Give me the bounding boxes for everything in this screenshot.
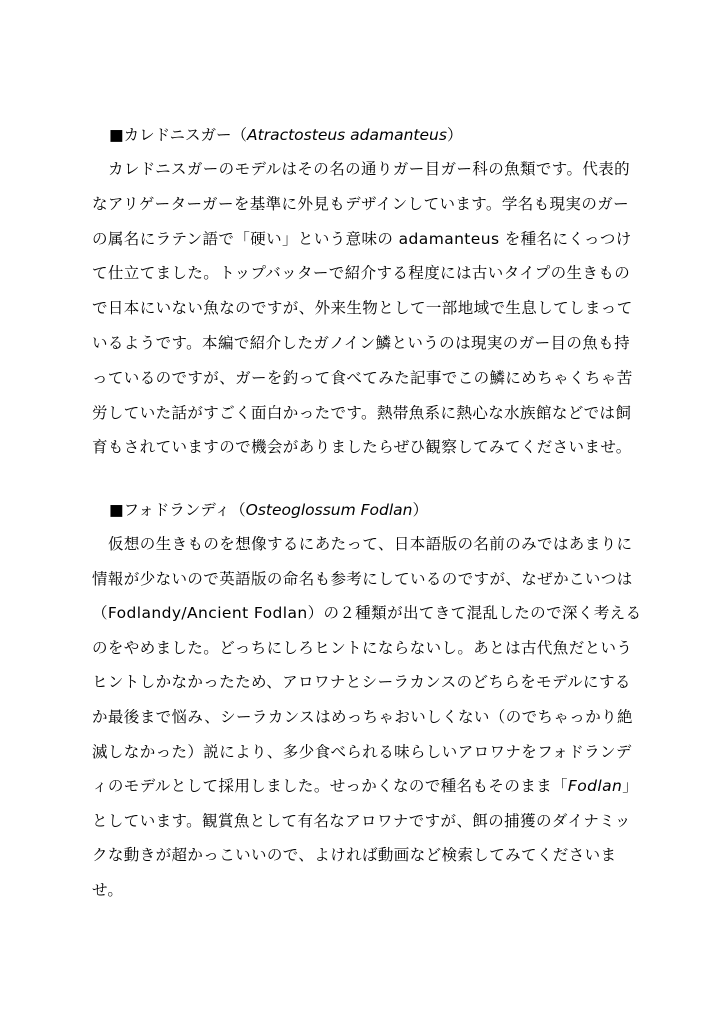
paragraph-line: カレドニスガーのモデルはその名の通りガー目ガー科の魚類です。代表的 [108,160,631,178]
heading-suffix: ） [446,126,463,144]
line-suffix: 」 [622,777,639,796]
paragraph-line [92,776,639,796]
species-name: Fodlan [567,777,623,796]
heading-suffix: ） [412,501,429,519]
heading-prefix: ■フォドランディ（ [109,501,246,519]
paragraph-line: せ。 [92,880,124,899]
paragraph-line: で日本にいない魚なのですが、外来生物として一部地域で生息してしまって [92,299,633,318]
paragraph-line: 仮想の生きものを想像するにあたって、日本語版の名前のみではあまりに [108,535,633,553]
paragraph-line: 情報が少ないので英語版の命名も参考にしているのですが、なぜかこいつは [92,569,633,588]
section-caledonisgar [92,125,632,457]
heading-scientific-name: Atractosteus adamanteus [247,126,447,144]
paragraph-line: としています。観賞魚として有名なアロワナですが、餌の捕獲のダイナミッ [92,811,631,830]
paragraph-line: っているのですが、ガーを釣って食べてみた記事でこの鱗にめちゃくちゃ苦 [92,368,633,387]
paragraph-line: 育もされていますので機会がありましたらぜひ観察してみてくださいませ。 [92,438,632,457]
section-fodlandy [92,500,642,900]
paragraph-line: のをやめました。どっちにしろヒントにならないし。あとは古代魚だという [92,638,633,657]
paragraph-line: 滅しなかった）説により、多少食べられる味らしいアロワナをフォドランデ [92,742,632,761]
heading-prefix: ■カレドニスガー（ [109,126,248,144]
paragraph-line: の属名にラテン語で「硬い」という意味の adamanteus を種名にくっつけ [92,229,632,248]
paragraph-line: いるようです。本編で紹介したガノイン鱗というのは現実のガー目の魚も持 [92,333,630,352]
heading-scientific-name: Osteoglossum Fodlan [245,501,413,519]
section-heading [92,500,632,520]
paragraph-line: ヒントしかなかったため、アロワナとシーラカンスのどちらをモデルにする [92,673,631,692]
section-heading [92,125,632,145]
paragraph-line: なアリゲーターガーを基準に外見もデザインしています。学名も現実のガー [92,194,630,213]
line-text: ィのモデルとして採用しました。せっかくなので種名もそのまま「 [92,777,568,796]
paragraph-line: か最後まで悩み、シーラカンスはめっちゃおいしくない（のでちゃっかり絶 [92,707,633,726]
paragraph-line: 労していた話がすごく面白かったです。熱帯魚系に熱心な水族館などでは飼 [92,403,632,422]
paragraph-line: （Fodlandy/Ancient Fodlan）の２種類が出てきて混乱したので深く考える [92,604,642,623]
paragraph-line: て仕立てました。トップバッターで紹介する程度には古いタイプの生きもの [92,264,631,283]
paragraph-line: クな動きが超かっこいいので、よければ動画など検索してみてくださいま [92,846,617,865]
